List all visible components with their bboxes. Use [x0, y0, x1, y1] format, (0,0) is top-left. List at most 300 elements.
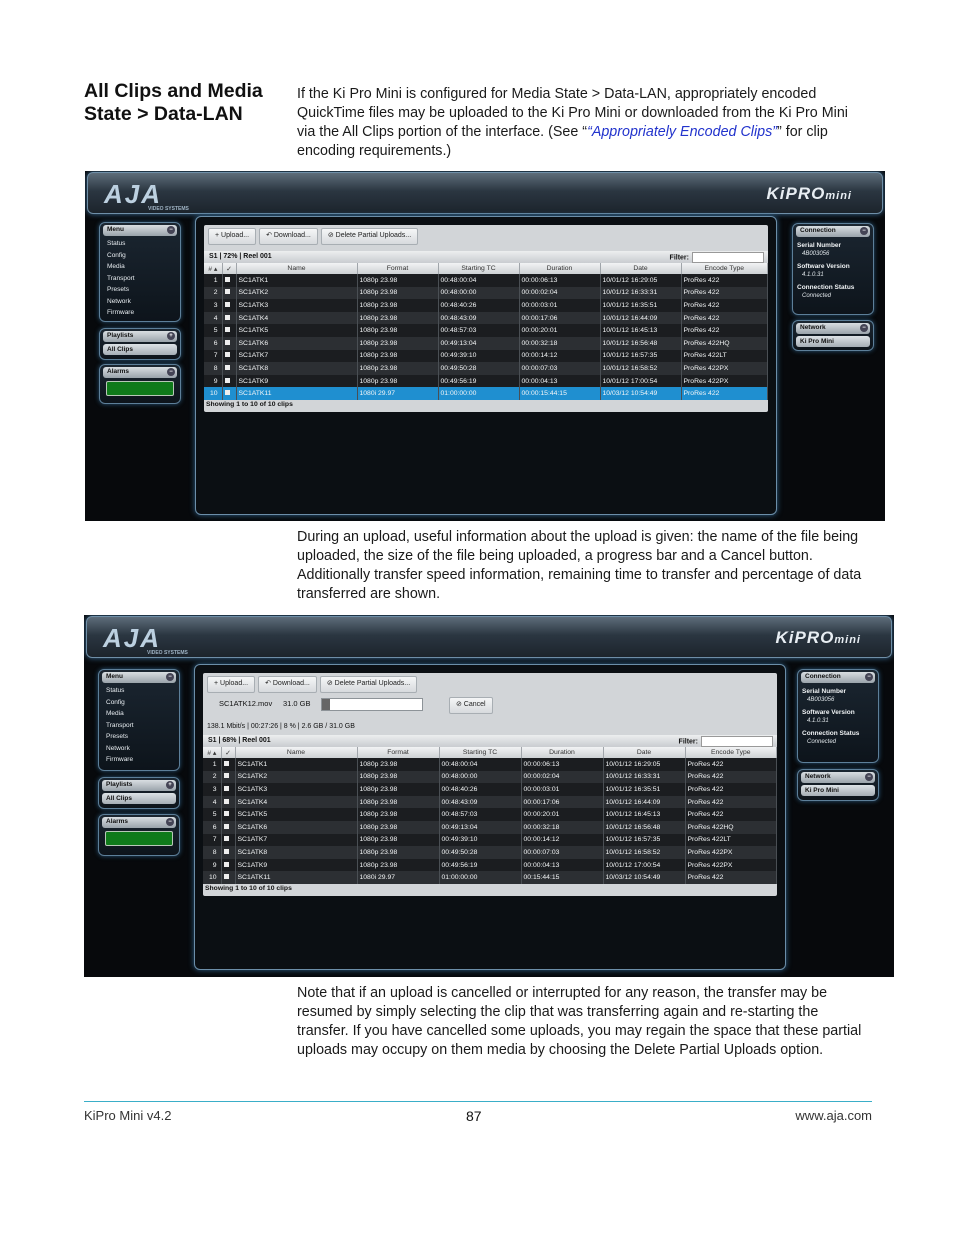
table-cell: 00:49:13:04 [439, 821, 521, 834]
table-cell: 00:00:07:03 [521, 846, 603, 859]
table-row[interactable] [204, 337, 768, 350]
upload-progress-bar [321, 698, 423, 711]
table-row[interactable] [203, 783, 777, 796]
table-cell: 1080p 23.98 [357, 771, 439, 784]
header-bar [86, 616, 892, 658]
table-cell: 1080p 23.98 [357, 274, 438, 287]
table-cell: 10/01/12 16:35:51 [600, 299, 681, 312]
row-checkbox[interactable] [222, 375, 236, 388]
download-button[interactable]: ↶ Download... [258, 676, 317, 693]
column-header[interactable]: Date [600, 263, 681, 274]
media-status-bar [203, 735, 777, 747]
menu-item-transport[interactable]: Transport [107, 274, 135, 282]
table-row[interactable] [203, 821, 777, 834]
table-cell: 00:00:07:03 [519, 362, 600, 375]
software-value: 4.1.0.31 [802, 272, 824, 278]
table-cell: 1080p 23.98 [357, 312, 438, 325]
checkbox-icon[interactable] [225, 315, 230, 320]
table-cell: 00:49:39:10 [439, 834, 521, 847]
network-panel [792, 320, 874, 351]
table-cell: SC1ATK4 [235, 796, 357, 809]
table-cell: 00:48:00:04 [438, 274, 519, 287]
table-cell: 1080i 29.97 [357, 387, 438, 400]
collapse-icon[interactable]: − [860, 227, 868, 235]
serial-value: 4B003056 [807, 697, 835, 703]
column-header[interactable]: Starting TC [439, 747, 521, 758]
table-row[interactable] [203, 796, 777, 809]
alarms-panel [98, 814, 180, 856]
table-cell: 00:00:20:01 [519, 324, 600, 337]
table-cell: 00:49:56:19 [439, 859, 521, 872]
checkbox-icon[interactable] [225, 327, 230, 332]
checkbox-icon[interactable] [224, 761, 229, 766]
table-cell: 7 [203, 834, 221, 847]
playlists-header: Playlists + [102, 780, 176, 791]
table-cell: ProRes 422 [685, 871, 777, 884]
column-header[interactable]: Encode Type [681, 263, 768, 274]
row-checkbox[interactable] [222, 324, 236, 337]
column-header[interactable]: ✓ [222, 263, 236, 274]
all-clips-item[interactable]: All Clips [103, 344, 177, 355]
column-header[interactable]: Duration [521, 747, 603, 758]
menu-item-network[interactable]: Network [106, 744, 130, 752]
filter-input[interactable] [701, 736, 773, 747]
collapse-icon[interactable]: − [865, 773, 873, 781]
alarms-panel [99, 364, 181, 404]
header-bar [87, 172, 883, 214]
table-cell: 00:00:03:01 [521, 783, 603, 796]
upload-filesize: 31.0 GB [283, 699, 311, 708]
table-header [203, 747, 777, 758]
table-cell: 10/01/12 16:56:48 [600, 337, 681, 350]
table-row[interactable] [203, 771, 777, 784]
table-cell: 01:00:00:00 [438, 387, 519, 400]
clips-panel [204, 225, 768, 412]
upload-filename: SC1ATK12.mov [219, 699, 273, 708]
row-checkbox[interactable] [222, 350, 236, 363]
status-label: Connection Status [802, 730, 860, 737]
table-cell: 10/01/12 16:45:13 [603, 808, 685, 821]
table-cell: 00:48:00:00 [438, 287, 519, 300]
connection-panel [797, 669, 879, 763]
column-header[interactable]: Name [236, 263, 357, 274]
media-status-bar [204, 251, 768, 263]
table-row[interactable] [204, 312, 768, 325]
table-cell: ProRes 422 [681, 287, 768, 300]
table-cell: 1080p 23.98 [357, 758, 439, 771]
table-cell: 1080p 23.98 [357, 350, 438, 363]
table-cell: 1080p 23.98 [357, 821, 439, 834]
footer-product: KiPro Mini v4.2 [84, 1108, 172, 1123]
table-cell: 1080p 23.98 [357, 834, 439, 847]
table-cell: 1080p 23.98 [357, 859, 439, 872]
table-cell: SC1ATK8 [235, 846, 357, 859]
table-row[interactable] [204, 387, 768, 400]
table-cell: 00:49:39:10 [438, 350, 519, 363]
table-cell: SC1ATK6 [235, 821, 357, 834]
main-pane [194, 664, 786, 970]
table-cell: ProRes 422 [681, 387, 768, 400]
table-cell: 10/01/12 17:00:54 [600, 375, 681, 388]
checkbox-icon[interactable] [224, 824, 229, 829]
table-cell: 10/03/12 10:54:49 [603, 871, 685, 884]
network-device-item[interactable]: Ki Pro Mini [796, 336, 870, 347]
software-value: 4.1.0.31 [807, 718, 829, 724]
cancel-button[interactable]: ⊘ Cancel [449, 697, 493, 714]
encoded-clips-link[interactable]: “Appropriately Encoded Clips” [587, 124, 777, 140]
row-checkbox[interactable] [222, 337, 236, 350]
table-cell: 5 [203, 808, 221, 821]
table-row[interactable] [203, 758, 777, 771]
table-cell: 4 [203, 796, 221, 809]
status-value: Connected [802, 293, 832, 299]
menu-item-presets[interactable]: Presets [107, 286, 130, 293]
column-header[interactable]: Name [235, 747, 357, 758]
menu-item-presets[interactable]: Presets [106, 733, 129, 740]
table-cell: 7 [204, 350, 222, 363]
media-status: S1 | 72% | Reel 001 [209, 253, 272, 260]
clips-table [203, 747, 777, 884]
add-remove-icon[interactable]: + [166, 781, 174, 789]
footer-rule [84, 1101, 872, 1102]
table-cell: 10/01/12 16:57:35 [600, 350, 681, 363]
table-cell: SC1ATK6 [236, 337, 357, 350]
table-cell: 10/01/12 16:56:48 [603, 821, 685, 834]
upload-button[interactable]: + Upload... [208, 228, 256, 245]
status-label: Connection Status [797, 284, 855, 291]
table-cell: 10/01/12 16:44:09 [600, 312, 681, 325]
column-header[interactable]: Date [603, 747, 685, 758]
table-cell: 10/01/12 16:58:52 [603, 846, 685, 859]
menu-item-status[interactable]: Status [107, 240, 126, 247]
checkbox-icon[interactable] [224, 799, 229, 804]
row-checkbox[interactable] [221, 859, 235, 872]
checkbox-icon[interactable] [225, 289, 230, 294]
table-cell: 3 [204, 299, 222, 312]
add-remove-icon[interactable]: + [167, 332, 175, 340]
clip-count: Showing 1 to 10 of 10 clips [205, 884, 292, 892]
table-cell: 00:48:43:09 [439, 796, 521, 809]
table-cell: 10/01/12 16:29:05 [603, 758, 685, 771]
row-checkbox[interactable] [221, 846, 235, 859]
row-checkbox[interactable] [221, 821, 235, 834]
column-header[interactable]: # ▴ [203, 747, 221, 758]
table-row[interactable] [204, 324, 768, 337]
table-cell: 8 [203, 846, 221, 859]
table-cell: 10/01/12 16:44:09 [603, 796, 685, 809]
table-cell: 1080p 23.98 [357, 808, 439, 821]
table-header [204, 263, 768, 274]
clips-table [204, 263, 768, 400]
row-checkbox[interactable] [222, 387, 236, 400]
table-cell: ProRes 422LT [685, 834, 777, 847]
table-cell: SC1ATK7 [235, 834, 357, 847]
menu-item-transport[interactable]: Transport [106, 721, 134, 729]
row-checkbox[interactable] [222, 274, 236, 287]
intro-text-end: ” for clip encoding requirements.) [297, 124, 828, 159]
resume-paragraph: Note that if an upload is cancelled or interrupted for any reason, the transfer may be resumed by simply selecting the clip that was transferring again and re-starting the transfer. If you have cancelled some uploads, you may regain the space that these partial uploads may occupy on them media by choosing the Delete Partial Uploads option. [297, 985, 862, 1058]
menu-header: Menu − [102, 672, 176, 683]
table-cell: 00:48:40:26 [438, 299, 519, 312]
table-cell: ProRes 422 [681, 299, 768, 312]
row-checkbox[interactable] [221, 808, 235, 821]
table-row[interactable] [204, 299, 768, 312]
column-header[interactable]: # ▴ [204, 263, 222, 274]
filter-input[interactable] [692, 252, 764, 263]
connection-panel [792, 223, 874, 315]
table-cell: SC1ATK1 [235, 758, 357, 771]
table-cell: SC1ATK3 [235, 783, 357, 796]
alarm-indicator [105, 831, 173, 846]
menu-item-firmware[interactable]: Firmware [106, 756, 134, 763]
table-cell: SC1ATK4 [236, 312, 357, 325]
connection-header: Connection − [801, 672, 875, 683]
table-row[interactable] [203, 859, 777, 872]
delete-partial-uploads-button[interactable]: ⊘ Delete Partial Uploads... [321, 228, 418, 245]
table-cell: 10/01/12 16:33:31 [603, 771, 685, 784]
table-row[interactable] [204, 287, 768, 300]
toolbar [203, 673, 777, 693]
table-cell: SC1ATK9 [236, 375, 357, 388]
checkbox-icon[interactable] [225, 378, 230, 383]
alarms-header: Alarms − [102, 817, 176, 828]
table-cell: 1080p 23.98 [357, 783, 439, 796]
table-row[interactable] [204, 274, 768, 287]
column-header[interactable]: Duration [519, 263, 600, 274]
table-cell: SC1ATK1 [236, 274, 357, 287]
table-cell: 00:49:56:19 [438, 375, 519, 388]
table-cell: 00:00:06:13 [519, 274, 600, 287]
row-checkbox[interactable] [221, 796, 235, 809]
table-cell: SC1ATK2 [235, 771, 357, 784]
table-cell: 1 [204, 274, 222, 287]
table-cell: 01:00:00:00 [439, 871, 521, 884]
table-cell: 10/01/12 16:33:31 [600, 287, 681, 300]
menu-panel [99, 222, 181, 322]
kipro-mini-logo: KiPROmini [766, 184, 852, 203]
upload-button[interactable]: + Upload... [207, 676, 255, 693]
table-cell: 00:48:57:03 [438, 324, 519, 337]
checkbox-icon[interactable] [224, 836, 229, 841]
aja-logo: AJA VIDEO SYSTEMS [103, 623, 188, 656]
table-cell: 4 [204, 312, 222, 325]
menu-list [100, 238, 180, 319]
aja-logo: AJA VIDEO SYSTEMS [104, 179, 189, 212]
collapse-icon[interactable]: − [860, 324, 868, 332]
table-row[interactable] [203, 846, 777, 859]
table-row[interactable] [204, 350, 768, 363]
clip-count: Showing 1 to 10 of 10 clips [206, 400, 293, 408]
table-cell: 00:00:32:18 [521, 821, 603, 834]
playlists-panel [98, 777, 180, 809]
column-header[interactable]: ✓ [221, 747, 235, 758]
status-value: Connected [807, 739, 837, 745]
checkbox-icon[interactable] [225, 340, 230, 345]
software-label: Software Version [802, 709, 855, 716]
checkbox-icon[interactable] [224, 874, 229, 879]
table-cell: 1080p 23.98 [357, 287, 438, 300]
table-cell: 00:49:50:28 [438, 362, 519, 375]
table-cell: SC1ATK11 [236, 387, 357, 400]
menu-item-media[interactable]: Media [106, 710, 124, 717]
menu-item-network[interactable]: Network [107, 297, 131, 305]
table-row[interactable] [203, 808, 777, 821]
checkbox-icon[interactable] [224, 862, 229, 867]
table-cell: 00:48:40:26 [439, 783, 521, 796]
table-cell: 2 [203, 771, 221, 784]
table-cell: ProRes 422PX [681, 362, 768, 375]
upload-row [203, 693, 777, 715]
table-cell: SC1ATK2 [236, 287, 357, 300]
network-header: Network − [796, 323, 870, 334]
table-row[interactable] [203, 834, 777, 847]
table-cell: 10 [204, 387, 222, 400]
table-cell: ProRes 422HQ [685, 821, 777, 834]
menu-item-config[interactable]: Config [106, 698, 125, 706]
delete-partial-uploads-button[interactable]: ⊘ Delete Partial Uploads... [320, 676, 417, 693]
checkbox-icon[interactable] [224, 773, 229, 778]
table-cell: 00:15:44:15 [521, 871, 603, 884]
intro-text: If the Ki Pro Mini is configured for Media State > Data-LAN, appropriately encoded QuickTime files may be uploaded to the Ki Pro Mini or downloaded from the Ki Pro Mini via the All Clips portion of the interface. (See “ [297, 86, 848, 140]
table-cell: 10 [203, 871, 221, 884]
filter: Filter: [670, 252, 764, 263]
clips-panel [203, 673, 777, 896]
serial-label: Serial Number [802, 688, 847, 695]
table-cell: 00:00:03:01 [519, 299, 600, 312]
row-checkbox[interactable] [222, 299, 236, 312]
menu-item-media[interactable]: Media [107, 263, 125, 270]
checkbox-icon[interactable] [225, 352, 230, 357]
collapse-icon[interactable]: − [166, 818, 174, 826]
table-cell: 00:00:15:44:15 [519, 387, 600, 400]
table-cell: 5 [204, 324, 222, 337]
table-cell: ProRes 422PX [681, 375, 768, 388]
page-number: 87 [466, 1108, 482, 1124]
table-cell: 00:48:00:00 [439, 771, 521, 784]
table-cell: 1080p 23.98 [357, 324, 438, 337]
row-checkbox[interactable] [221, 871, 235, 884]
table-cell: 1080p 23.98 [357, 846, 439, 859]
menu-list [99, 685, 179, 766]
row-checkbox[interactable] [222, 287, 236, 300]
column-header[interactable]: Format [357, 747, 439, 758]
table-cell: 6 [204, 337, 222, 350]
playlists-header: Playlists + [103, 331, 177, 342]
alarm-indicator [106, 381, 174, 396]
menu-item-status[interactable]: Status [106, 687, 125, 694]
main-pane [195, 216, 777, 515]
table-cell: 1080p 23.98 [357, 299, 438, 312]
table-cell: SC1ATK9 [235, 859, 357, 872]
table-row[interactable] [204, 375, 768, 388]
menu-panel [98, 669, 180, 771]
table-cell: 00:49:13:04 [438, 337, 519, 350]
checkbox-icon[interactable] [225, 365, 230, 370]
column-header[interactable]: Format [357, 263, 438, 274]
table-cell: ProRes 422LT [681, 350, 768, 363]
network-header: Network − [801, 772, 875, 783]
table-cell: 00:00:14:12 [521, 834, 603, 847]
download-button[interactable]: ↶ Download... [259, 228, 318, 245]
table-cell: 6 [203, 821, 221, 834]
filter: Filter: [679, 736, 773, 747]
toolbar [204, 225, 768, 245]
table-cell: SC1ATK5 [235, 808, 357, 821]
table-cell: 00:00:06:13 [521, 758, 603, 771]
checkbox-icon[interactable] [224, 849, 229, 854]
table-cell: 00:48:00:04 [439, 758, 521, 771]
table-cell: SC1ATK11 [235, 871, 357, 884]
table-cell: SC1ATK8 [236, 362, 357, 375]
software-label: Software Version [797, 263, 850, 270]
table-cell: 2 [204, 287, 222, 300]
table-cell: 10/01/12 16:58:52 [600, 362, 681, 375]
row-checkbox[interactable] [221, 783, 235, 796]
table-cell: 00:48:43:09 [438, 312, 519, 325]
collapse-icon[interactable]: − [167, 368, 175, 376]
table-cell: SC1ATK7 [236, 350, 357, 363]
table-cell: ProRes 422PX [685, 859, 777, 872]
row-checkbox[interactable] [221, 758, 235, 771]
section-heading: All Clips and Media State > Data-LAN [84, 80, 263, 125]
checkbox-icon[interactable] [224, 786, 229, 791]
footer-website: www.aja.com [795, 1108, 872, 1123]
menu-header: Menu − [103, 225, 177, 236]
table-cell: ProRes 422 [685, 783, 777, 796]
table-cell: 00:49:50:28 [439, 846, 521, 859]
row-checkbox[interactable] [222, 362, 236, 375]
intro-paragraph [297, 85, 867, 161]
table-cell: 10/01/12 16:35:51 [603, 783, 685, 796]
collapse-icon[interactable]: − [166, 673, 174, 681]
table-cell: 10/01/12 16:29:05 [600, 274, 681, 287]
table-cell: 00:00:04:13 [519, 375, 600, 388]
table-cell: ProRes 422PX [685, 846, 777, 859]
menu-item-firmware[interactable]: Firmware [107, 309, 135, 316]
serial-label: Serial Number [797, 242, 842, 249]
checkbox-icon[interactable] [225, 390, 230, 395]
row-checkbox[interactable] [221, 771, 235, 784]
menu-item-config[interactable]: Config [107, 251, 126, 259]
row-checkbox[interactable] [221, 834, 235, 847]
alarms-header: Alarms − [103, 367, 177, 378]
table-cell: 1080p 23.98 [357, 375, 438, 388]
network-device-item[interactable]: Ki Pro Mini [801, 785, 875, 796]
row-checkbox[interactable] [222, 312, 236, 325]
checkbox-icon[interactable] [225, 277, 230, 282]
checkbox-icon[interactable] [224, 811, 229, 816]
table-cell: 10/01/12 17:00:54 [603, 859, 685, 872]
table-cell: 3 [203, 783, 221, 796]
table-row[interactable] [204, 362, 768, 375]
table-cell: 00:00:20:01 [521, 808, 603, 821]
column-header[interactable]: Encode Type [685, 747, 777, 758]
checkbox-icon[interactable] [225, 302, 230, 307]
table-cell: SC1ATK5 [236, 324, 357, 337]
collapse-icon[interactable]: − [167, 226, 175, 234]
table-cell: ProRes 422HQ [681, 337, 768, 350]
table-row[interactable] [203, 871, 777, 884]
collapse-icon[interactable]: − [865, 673, 873, 681]
table-cell: 8 [204, 362, 222, 375]
upload-paragraph: During an upload, useful information about the upload is given: the name of the file being uploaded, the size of the file being uploaded, a progress bar and a Cancel button. Additionally transfer speed information, remaining time to transfer and percentage of data transferred are shown. [297, 529, 862, 602]
column-header[interactable]: Starting TC [438, 263, 519, 274]
table-cell: ProRes 422 [681, 274, 768, 287]
table-cell: ProRes 422 [685, 808, 777, 821]
playlists-panel [99, 328, 181, 360]
all-clips-item[interactable]: All Clips [102, 793, 176, 804]
screenshot-upload-in-progress [84, 615, 894, 977]
